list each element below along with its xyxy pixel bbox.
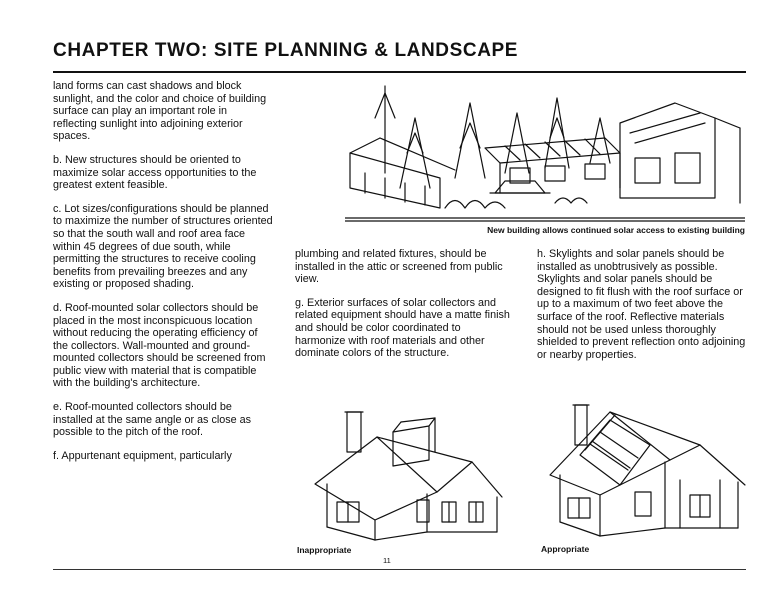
paragraph-h: h. Skylights and solar panels should be installed as unobtrusively as possible. Skylights and solar panels should be designed to fit flush with the roof surface or up to a maximum of two feet above the surface of the roof. Reflective materials should not be used unless thoroughly shielded to prevent reflection onto adjoining or nearby properties.	[537, 248, 746, 361]
chapter-title: CHAPTER TWO: SITE PLANNING & LANDSCAPE	[53, 40, 519, 61]
main-figure-caption: New building allows continued solar access to existing building	[487, 225, 745, 235]
page-number: 11	[383, 556, 391, 565]
street-scene-sketch	[345, 78, 745, 224]
inappropriate-house-sketch	[297, 402, 512, 544]
paragraph-f-continued: plumbing and related fixtures, should be installed in the attic or screened from public view.	[295, 248, 503, 286]
paragraph-c: c. Lot sizes/configurations should be planned to maximize the number of structures oriented so that the south wall and roof area face within 45 degrees of due south, while permitting the structures to receive cooling benefits from prevailing breezes and any existing or proposed shading.	[53, 202, 273, 291]
text-column-1	[53, 80, 273, 473]
inappropriate-caption: Inappropriate	[297, 545, 352, 555]
text-column-2	[295, 248, 513, 371]
paragraph-intro-continued: land forms can cast shadows and block sunlight, and the color and choice of building surface can play an important role in reflecting sunlight into adjoining exterior spaces.	[53, 80, 267, 143]
text-column-3	[537, 248, 749, 372]
appropriate-caption: Appropriate	[541, 544, 590, 554]
paragraph-b: b. New structures should be oriented to maximize solar access opportunities to the greatest extent feasible.	[53, 153, 257, 192]
paragraph-f: f. Appurtenant equipment, particularly	[53, 449, 232, 462]
appropriate-house-sketch	[540, 400, 750, 542]
paragraph-d: d. Roof-mounted solar collectors should be placed in the most inconspicuous location without reducing the operating efficiency of the collectors. Wall-mounted and ground-mounted collectors should be screened from public view with material that is compatible with the building's architecture.	[53, 301, 266, 390]
footer-rule	[53, 569, 746, 570]
header-rule	[53, 71, 746, 73]
paragraph-e: e. Roof-mounted collectors should be installed at the same angle or as close as possible to the pitch of the roof.	[53, 401, 252, 439]
paragraph-g: g. Exterior surfaces of solar collectors and related equipment should have a matte finish and should be color coordinated to harmonize with roof materials and other dominate colors of the structure.	[295, 296, 510, 360]
